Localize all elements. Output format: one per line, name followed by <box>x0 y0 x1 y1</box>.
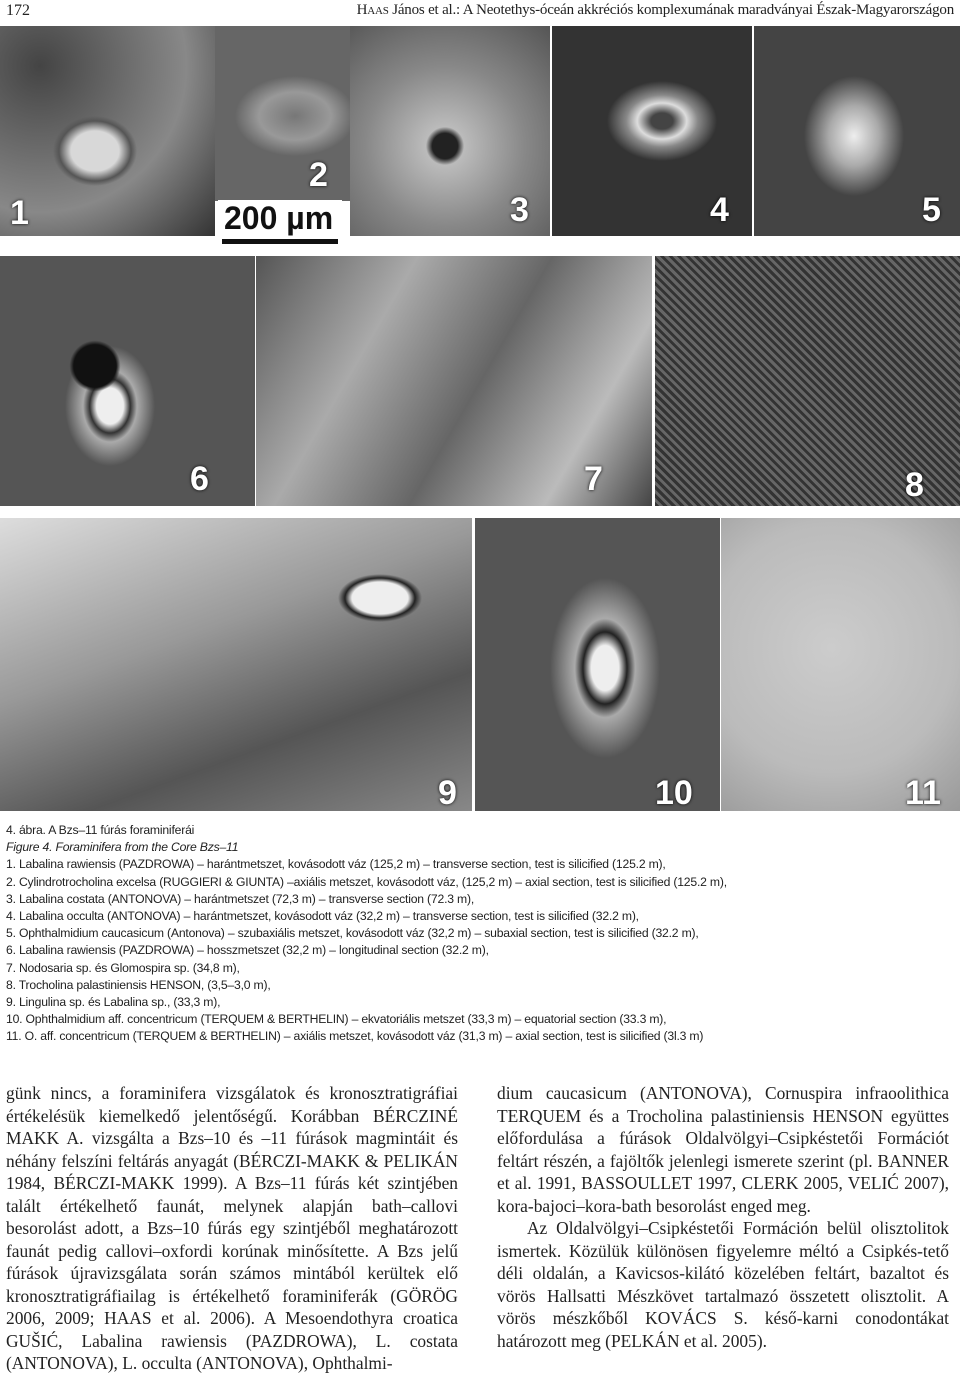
micrograph-plate-1 <box>0 26 215 236</box>
caption-item: 10. Ophthalmidium aff. concentricum (TERQUEM & BERTHELIN) – ekvatoriális metszet (33,3 m) – equatorial section (33.3 m), <box>6 1012 667 1027</box>
body-column-left <box>6 1082 458 1375</box>
micrograph-plate-4 <box>552 26 752 236</box>
caption-item: 8. Trocholina palastiniensis HENSON, (3,5–3,0 m), <box>6 977 271 992</box>
plate-label-4: 4 <box>710 191 729 229</box>
plate-label-9: 9 <box>438 774 457 811</box>
caption-item: 7. Nodosaria sp. és Glomospira sp. (34,8 m), <box>6 960 240 975</box>
caption-item: 6. Labalina rawiensis (PAZDROWA) – hosszmetszet (32,2 m) – longitudinal section (32.2 m), <box>6 943 489 958</box>
caption-item: 4. Labalina occulta (ANTONOVA) – harántmetszet, kovásodott váz (32,2 m) – transverse section, test is silicified (32.2 m), <box>6 909 639 924</box>
running-author: Haas <box>356 2 389 18</box>
caption-item: 3. Labalina costata (ANTONOVA) – harántmetszet (72,3 m) – transverse section (72.3 m), <box>6 891 475 906</box>
micrograph-plate-6 <box>0 256 255 506</box>
plate-label-5: 5 <box>922 191 941 229</box>
micrograph-plate-2 <box>215 26 350 201</box>
plate-label-3: 3 <box>510 191 529 229</box>
micrograph-plate-7 <box>256 256 652 506</box>
micrograph-plate-11 <box>721 518 960 811</box>
caption-item: 1. Labalina rawiensis (PAZDROWA) – harántmetszet, kovásodott váz (125,2 m) – transverse section, test is silicified (125.2 m), <box>6 857 666 872</box>
body-paragraph: Az Oldalvölgyi–Csipkéstetői Formáción belül olisztolitok ismertek. Közülük különösen figyelemre méltó a Csipkés-tető déli oldalán, a Kavicsos-kilátó közelében feltárt, bazaltot és vörös Hallsatti Mészkövet tartalmazó összetett olisztolit. A vörös mészkőből KOVÁCS S. késő-karni conodontákat határozott meg (PELKÁN et al. 2005). <box>497 1218 949 1351</box>
plate-label-8: 8 <box>905 466 924 504</box>
plate-label-2: 2 <box>309 156 328 194</box>
body-paragraph: dium caucasicum (ANTONOVA), Cornuspira infraoolithica TERQUEM és a Trocholina palastiniensis HENSON együttes előfordulása a fúrások Oldalvölgyi–Csipkéstetői Formációt feltárt részén, a fajöltők jelenlegi ismerete szerint (pl. BANNER et al. 1991, BASSOULLET 1997, CLERK 2005, VELIĆ 2007), kora-bajoci–kora-bath besorolást enged meg. <box>497 1083 949 1216</box>
plate-label-7: 7 <box>584 460 603 498</box>
caption-item: 5. Ophthalmidium caucasicum (Antonova) – szubaxiális metszet, kovásodott váz (32,2 m) – subaxial section, test is silicified (32.2 m), <box>6 926 699 941</box>
plate-label-1: 1 <box>10 194 29 232</box>
body-column-right <box>497 1082 949 1352</box>
plate-label-10: 10 <box>655 774 693 811</box>
caption-item: 11. O. aff. concentricum (TERQUEM & BERTHELIN) – axiális metszet, kovásodott váz (31,3 m) – axial section, test is silicified (3l.3 m) <box>6 1029 704 1044</box>
body-paragraph: günk nincs, a foraminifera vizsgálatok és kronosztratigráfiai értékelésük kiemelkedő jelentőségű. Korábban BÉRCZINÉ MAKK A. vizsgálta a Bzs–10 és –11 fúrások magmintáit és néhány felszíni feltárás anyagát (BÉRCZI-MAKK & PELIKÁN 1984, BÉRCZI-MAKK 1999). A Bzs–11 fúrás két szintjében talált értékelhető faunát, melynek alapján bath–callovi besorolást adott, a Bzs–10 fúrás egy szintjéből meghatározott faunát pedig callovi–oxfordi korúnak minősítette. A Bzs jelű fúrások újravizsgálata során számos mintából kerültek elő kronosztratigráfiailag is értékelhető foraminiferák (GÖRÖG 2006, 2009; HAAS et al. 2006). A Mesoendothyra croatica GUŠIĆ, Labalina rawiensis (PAZDROWA), L. costata (ANTONOVA), L. occulta (ANTONOVA), Ophthalmi- <box>6 1083 458 1373</box>
caption-item: 9. Lingulina sp. és Labalina sp., (33,3 m), <box>6 995 221 1010</box>
micrograph-plate-3 <box>350 26 550 236</box>
plate-label-6: 6 <box>190 460 209 498</box>
micrograph-plate-9 <box>0 518 472 811</box>
figure-caption <box>6 822 956 1046</box>
caption-title-en: Figure 4. Foraminifera from the Core Bzs–11 <box>6 840 239 855</box>
scale-bar-label: 200 µm <box>224 200 334 236</box>
scale-bar-line <box>222 239 338 244</box>
caption-item: 2. Cylindrotrocholina excelsa (RUGGIERI & GIUNTA) –axiális metszet, kovásodott váz, (125,2 m) – axial section, test is silicified (125.2 m), <box>6 874 727 889</box>
micrograph-plate-8 <box>655 256 960 506</box>
micrograph-plate-5 <box>754 26 960 236</box>
running-title-text: János et al.: A Neotethys-óceán akkréciós komplexumának maradványai Észak-Magyarországon <box>388 2 954 18</box>
plate-label-11: 11 <box>905 774 941 811</box>
running-header <box>0 0 960 26</box>
page-number: 172 <box>6 2 30 19</box>
caption-title-hu: 4. ábra. A Bzs–11 fúrás foraminiferái <box>6 823 195 837</box>
scale-bar <box>218 200 342 248</box>
micrograph-plate-10 <box>475 518 720 811</box>
running-title <box>357 2 954 19</box>
